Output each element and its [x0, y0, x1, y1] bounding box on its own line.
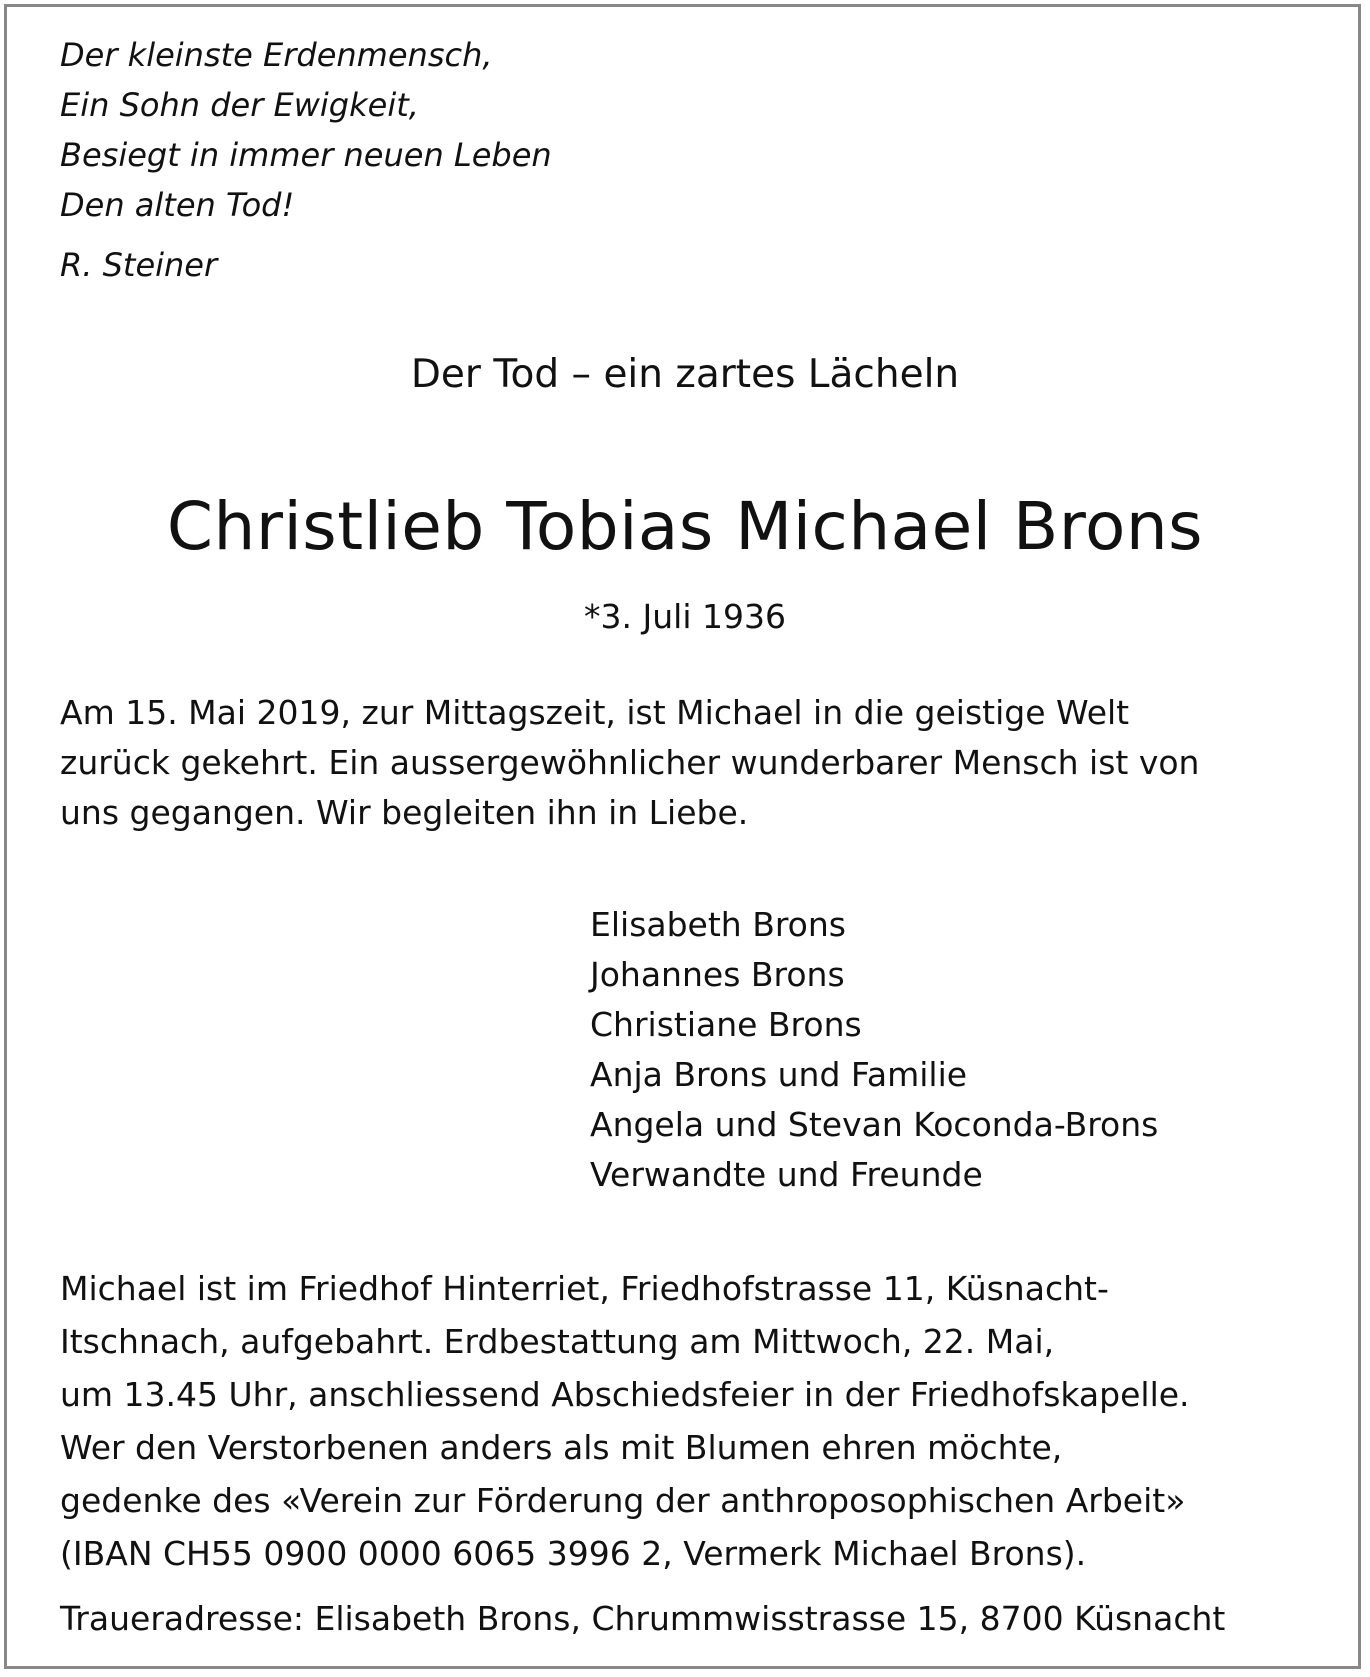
mourner-name: Elisabeth Brons: [590, 905, 846, 944]
mourner-name: Christiane Brons: [590, 1005, 862, 1044]
mourner-name: Johannes Brons: [590, 955, 845, 994]
mourner-name: Verwandte und Freunde: [590, 1155, 983, 1194]
funeral-line: Michael ist im Friedhof Hinterriet, Friedhofstrasse 11, Küsnacht-: [60, 1269, 1109, 1308]
funeral-line: gedenke des «Verein zur Förderung der anthroposophischen Arbeit»: [60, 1481, 1186, 1520]
mourners-list: [590, 900, 1158, 1200]
birth-date: *3. Juli 1936: [584, 597, 786, 636]
notice-line: zurück gekehrt. Ein aussergewöhnlicher wunderbarer Mensch ist von: [60, 743, 1200, 782]
funeral-line: Itschnach, aufgebahrt. Erdbestattung am Mittwoch, 22. Mai,: [60, 1322, 1055, 1361]
notice-line: Am 15. Mai 2019, zur Mittagszeit, ist Michael in die geistige Welt: [60, 693, 1130, 732]
motto-line: Besiegt in immer neuen Leben: [60, 136, 552, 174]
motto-line: Ein Sohn der Ewigkeit,: [60, 86, 419, 124]
motto-verse: [60, 30, 552, 230]
funeral-line: um 13.45 Uhr, anschliessend Abschiedsfeier in der Friedhofskapelle.: [60, 1375, 1190, 1414]
deceased-name: Christlieb Tobias Michael Brons: [166, 488, 1204, 565]
motto-author: R. Steiner: [60, 246, 218, 284]
mourner-name: Anja Brons und Familie: [590, 1055, 968, 1094]
death-notice-text: [60, 688, 1320, 838]
motto-line: Der kleinste Erdenmensch,: [60, 36, 493, 74]
subtitle: Der Tod – ein zartes Lächeln: [410, 352, 960, 397]
motto-line: Den alten Tod!: [60, 186, 295, 224]
funeral-details: [60, 1262, 1190, 1580]
mourning-address: Traueradresse: Elisabeth Brons, Chrummwisstrasse 15, 8700 Küsnacht: [60, 1599, 1226, 1638]
notice-line: uns gegangen. Wir begleiten ihn in Liebe.: [60, 793, 749, 832]
mourner-name: Angela und Stevan Koconda-Brons: [590, 1105, 1159, 1144]
funeral-line: Wer den Verstorbenen anders als mit Blumen ehren möchte,: [60, 1428, 1063, 1467]
funeral-line: (IBAN CH55 0900 0000 6065 3996 2, Vermerk Michael Brons).: [60, 1534, 1087, 1573]
